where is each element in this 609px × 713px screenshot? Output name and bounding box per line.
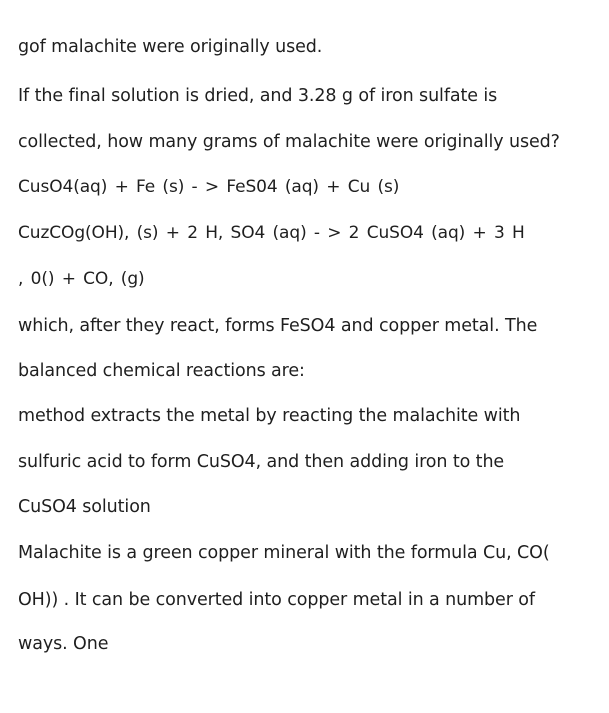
text-line-8: balanced chemical reactions are: xyxy=(18,361,305,381)
text-line-13: OH)) . It can be converted into copper metal in a number of xyxy=(18,590,535,610)
text-line-9: method extracts the metal by reacting the malachite with xyxy=(18,406,521,426)
equation-malachite-acid-continued: , 0() + CO, (g) xyxy=(18,269,145,289)
text-line-12: Malachite is a green copper mineral with the formula Cu, CO( xyxy=(18,543,550,563)
text-line-3: collected, how many grams of malachite were originally used? xyxy=(18,132,560,152)
text-line-14: ways. One xyxy=(18,634,109,654)
text-line-7: which, after they react, forms FeSO4 and copper metal. The xyxy=(18,316,538,336)
equation-iron-replacement: CusO4(aq) + Fe (s) - > FeS04 (aq) + Cu (s) xyxy=(18,177,400,197)
equation-malachite-acid: CuzCOg(OH), (s) + 2 H, SO4 (aq) - > 2 CuSO4 (aq) + 3 H xyxy=(18,223,525,243)
text-line-2: If the final solution is dried, and 3.28 g of iron sulfate is xyxy=(18,86,498,106)
text-line-1: gof malachite were originally used. xyxy=(18,37,323,57)
text-line-10: sulfuric acid to form CuSO4, and then adding iron to the xyxy=(18,452,505,472)
text-line-11: CuSO4 solution xyxy=(18,497,151,517)
